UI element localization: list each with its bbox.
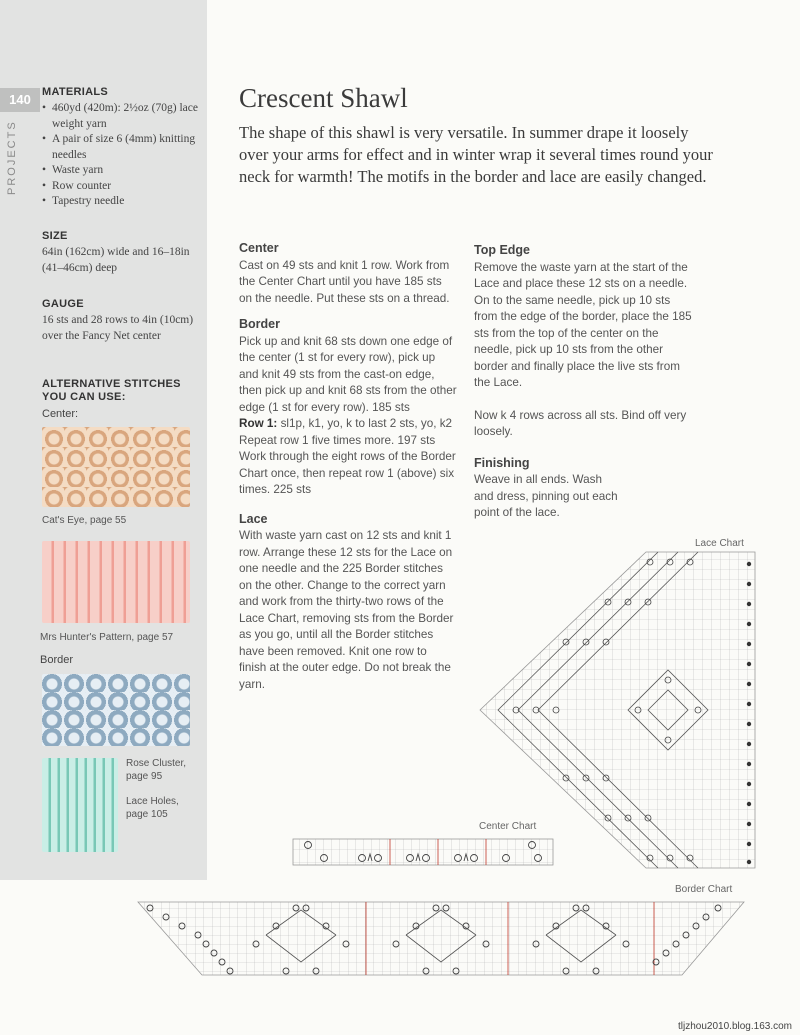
page-number: 140 — [0, 88, 40, 112]
finishing-text: Weave in all ends. Wash and dress, pinning out each point of the lace. — [474, 473, 618, 519]
page-title: Crescent Shawl — [239, 83, 408, 113]
rows-text: Now k 4 rows across all sts. Bind off very loosely. — [474, 408, 687, 438]
center-heading: Center — [239, 241, 279, 255]
alt-stitches-heading: ALTERNATIVE STITCHES YOU CAN USE: — [42, 378, 181, 403]
work-text: Work through the eight rows of the Border Chart once, then repeat row 1 (above) six times. 225 sts — [239, 450, 456, 496]
border-text: Pick up and knit 68 sts down one edge of the center (1 st for every row), pick up and knit 49 sts from the cast-on edge, then pick up and knit 68 sts from the other edge (1 st for every row). 185 sts — [239, 334, 457, 414]
swatch-cats-eye — [42, 427, 190, 507]
footer-url: tljzhou2010.blog.163.com — [678, 1021, 792, 1032]
gauge-text: 16 sts and 28 rows to 4in (10cm) over the Fancy Net center — [42, 314, 194, 342]
lace-heading: Lace — [239, 511, 268, 526]
materials-item: • Waste yarn — [42, 163, 200, 179]
swatch-rose-cluster — [42, 674, 190, 746]
size-block — [42, 230, 200, 276]
size-heading: SIZE — [42, 230, 68, 242]
materials-item: • Row counter — [42, 179, 200, 195]
swatch-mrs-hunter-caption: Mrs Hunter's Pattern, page 57 — [40, 632, 174, 643]
border-heading: Border — [239, 317, 280, 331]
materials-heading: MATERIALS — [42, 86, 109, 98]
finishing-heading: Finishing — [474, 455, 530, 470]
materials-block — [42, 86, 200, 210]
border-chart — [136, 900, 748, 978]
lace-text: With waste yarn cast on 12 sts and knit 1 row. Arrange these 12 sts for the Lace on one needle and the 225 Border stitches on the other. Change to the correct yarn and work from the thirty-two rows of the Lace Chart, removing sts from the Border as you go, until all the Border stitches have been removed. Knit one row to finish at the outer edge. Do not break the yarn. — [239, 529, 454, 691]
border-chart-label: Border Chart — [675, 884, 733, 895]
swatch-lace-holes — [42, 758, 118, 852]
gauge-block — [42, 298, 200, 344]
left-column — [239, 240, 457, 693]
center-chart — [292, 837, 556, 867]
top-edge-text: Remove the waste yarn at the start of the Lace and place these 12 sts on a needle. On to the same needle, pick up 10 sts from the edge of the border, place the 185 sts from the top of the center on the needle, pick up 10 sts from the other border and finally place the live sts from the Lace. — [474, 260, 692, 389]
swatch-cats-eye-caption: Cat's Eye, page 55 — [42, 515, 127, 526]
row1-instruction — [239, 416, 457, 433]
center-text: Cast on 49 sts and knit 1 row. Work from the Center Chart until you have 185 sts on the needle. Put these sts on a thread. — [239, 258, 450, 305]
right-column — [474, 242, 696, 522]
center-chart-grid — [293, 839, 553, 865]
materials-item: • 460yd (420m): 2½oz (70g) lace weight yarn — [42, 101, 200, 132]
lace-holes-caption: Lace Holes, page 105 — [126, 796, 179, 820]
center-chart-label: Center Chart — [479, 821, 537, 832]
repeat-text: Repeat row 1 five times more. 197 sts — [239, 433, 436, 447]
row1-text: sl1p, k1, yo, k to last 2 sts, yo, k2 — [280, 417, 453, 430]
center-label: Center: — [42, 408, 79, 420]
border-label: Border — [40, 654, 74, 666]
materials-list — [42, 101, 200, 210]
rose-cluster-caption: Rose Cluster, page 95 — [126, 758, 187, 782]
alt-stitches-block — [42, 378, 200, 423]
border-chart-grid — [138, 902, 744, 975]
section-label: PROJECTS — [6, 120, 18, 195]
lace-chart-label: Lace Chart — [695, 538, 744, 549]
gauge-heading: GAUGE — [42, 298, 84, 310]
materials-item: • Tapestry needle — [42, 194, 200, 210]
swatch-mrs-hunter — [42, 541, 190, 623]
size-text: 64in (162cm) wide and 16–18in (41–46cm) deep — [42, 246, 190, 274]
row1-label: Row 1: — [239, 417, 278, 430]
top-edge-heading: Top Edge — [474, 243, 531, 257]
intro-paragraph: The shape of this shawl is very versatile. In summer drape it loosely over your arms for effect and in winter wrap it several times round your neck for warmth! The motifs in the border and lace are easily changed. — [239, 123, 713, 186]
materials-item: • A pair of size 6 (4mm) knitting needles — [42, 132, 200, 163]
